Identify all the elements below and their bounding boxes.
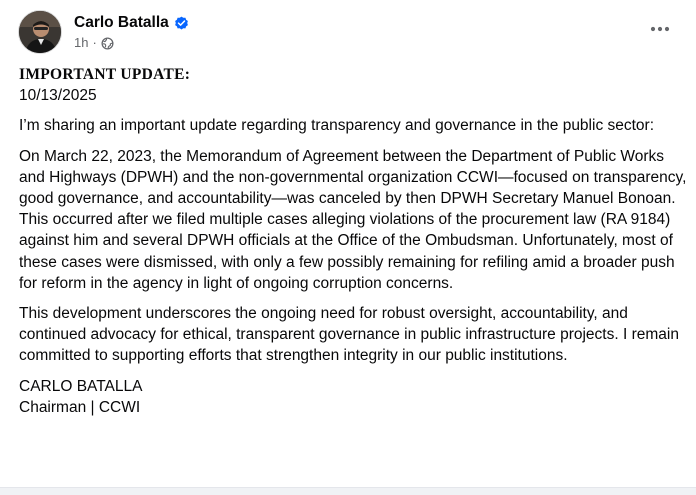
more-options-button[interactable] (642, 14, 678, 44)
author-row (74, 13, 189, 33)
post-subline (74, 35, 189, 51)
verified-badge-icon (174, 16, 189, 31)
more-options-icon (650, 26, 670, 32)
author-name[interactable]: Carlo Batalla (74, 14, 169, 31)
signature-name: CARLO BATALLA (19, 377, 143, 395)
avatar[interactable] (18, 10, 62, 54)
globe-icon[interactable] (101, 37, 114, 50)
separator-dot: · (92, 35, 97, 50)
post-paragraph-2: On March 22, 2023, the Memorandum of Agreement between the Department of Public Works and Highways (DPWH) and the non-governmental organization CCWI—focused on transparency, good governance, and accountability—was canceled by then DPWH Secretary Manuel Bonoan. This occurred after we filed multiple cases alleging violations of the procurement law (RA 9184) against him and several DPWH officials at the Office of the Ombudsman. Unfortunately, most of these cases were dismissed, with only a few possibly remaining for refiling amid a broader push for reform in the agency in light of ongoing corruption concerns. (19, 147, 687, 292)
post-meta (74, 13, 189, 51)
signature-title: Chairman | CCWI (19, 398, 141, 416)
post-paragraph-3: This development underscores the ongoing need for robust oversight, accountability, and continued advocacy for ethical, transparent governance in public infrastructure projects. I remain committed to supporting efforts that strengthen integrity in our public institutions. (19, 305, 679, 365)
post-body (19, 64, 687, 418)
post-header (18, 8, 189, 56)
post-date: 10/13/2025 (19, 87, 97, 105)
post-heading-block (19, 64, 687, 106)
post-time[interactable]: 1h (74, 35, 89, 50)
signature-block (19, 376, 687, 418)
post-paragraph-1: I’m sharing an important update regarding transparency and governance in the public sector: (19, 117, 655, 135)
post-heading: IMPORTANT UPDATE: (19, 66, 191, 83)
post-footer-divider (0, 487, 696, 495)
